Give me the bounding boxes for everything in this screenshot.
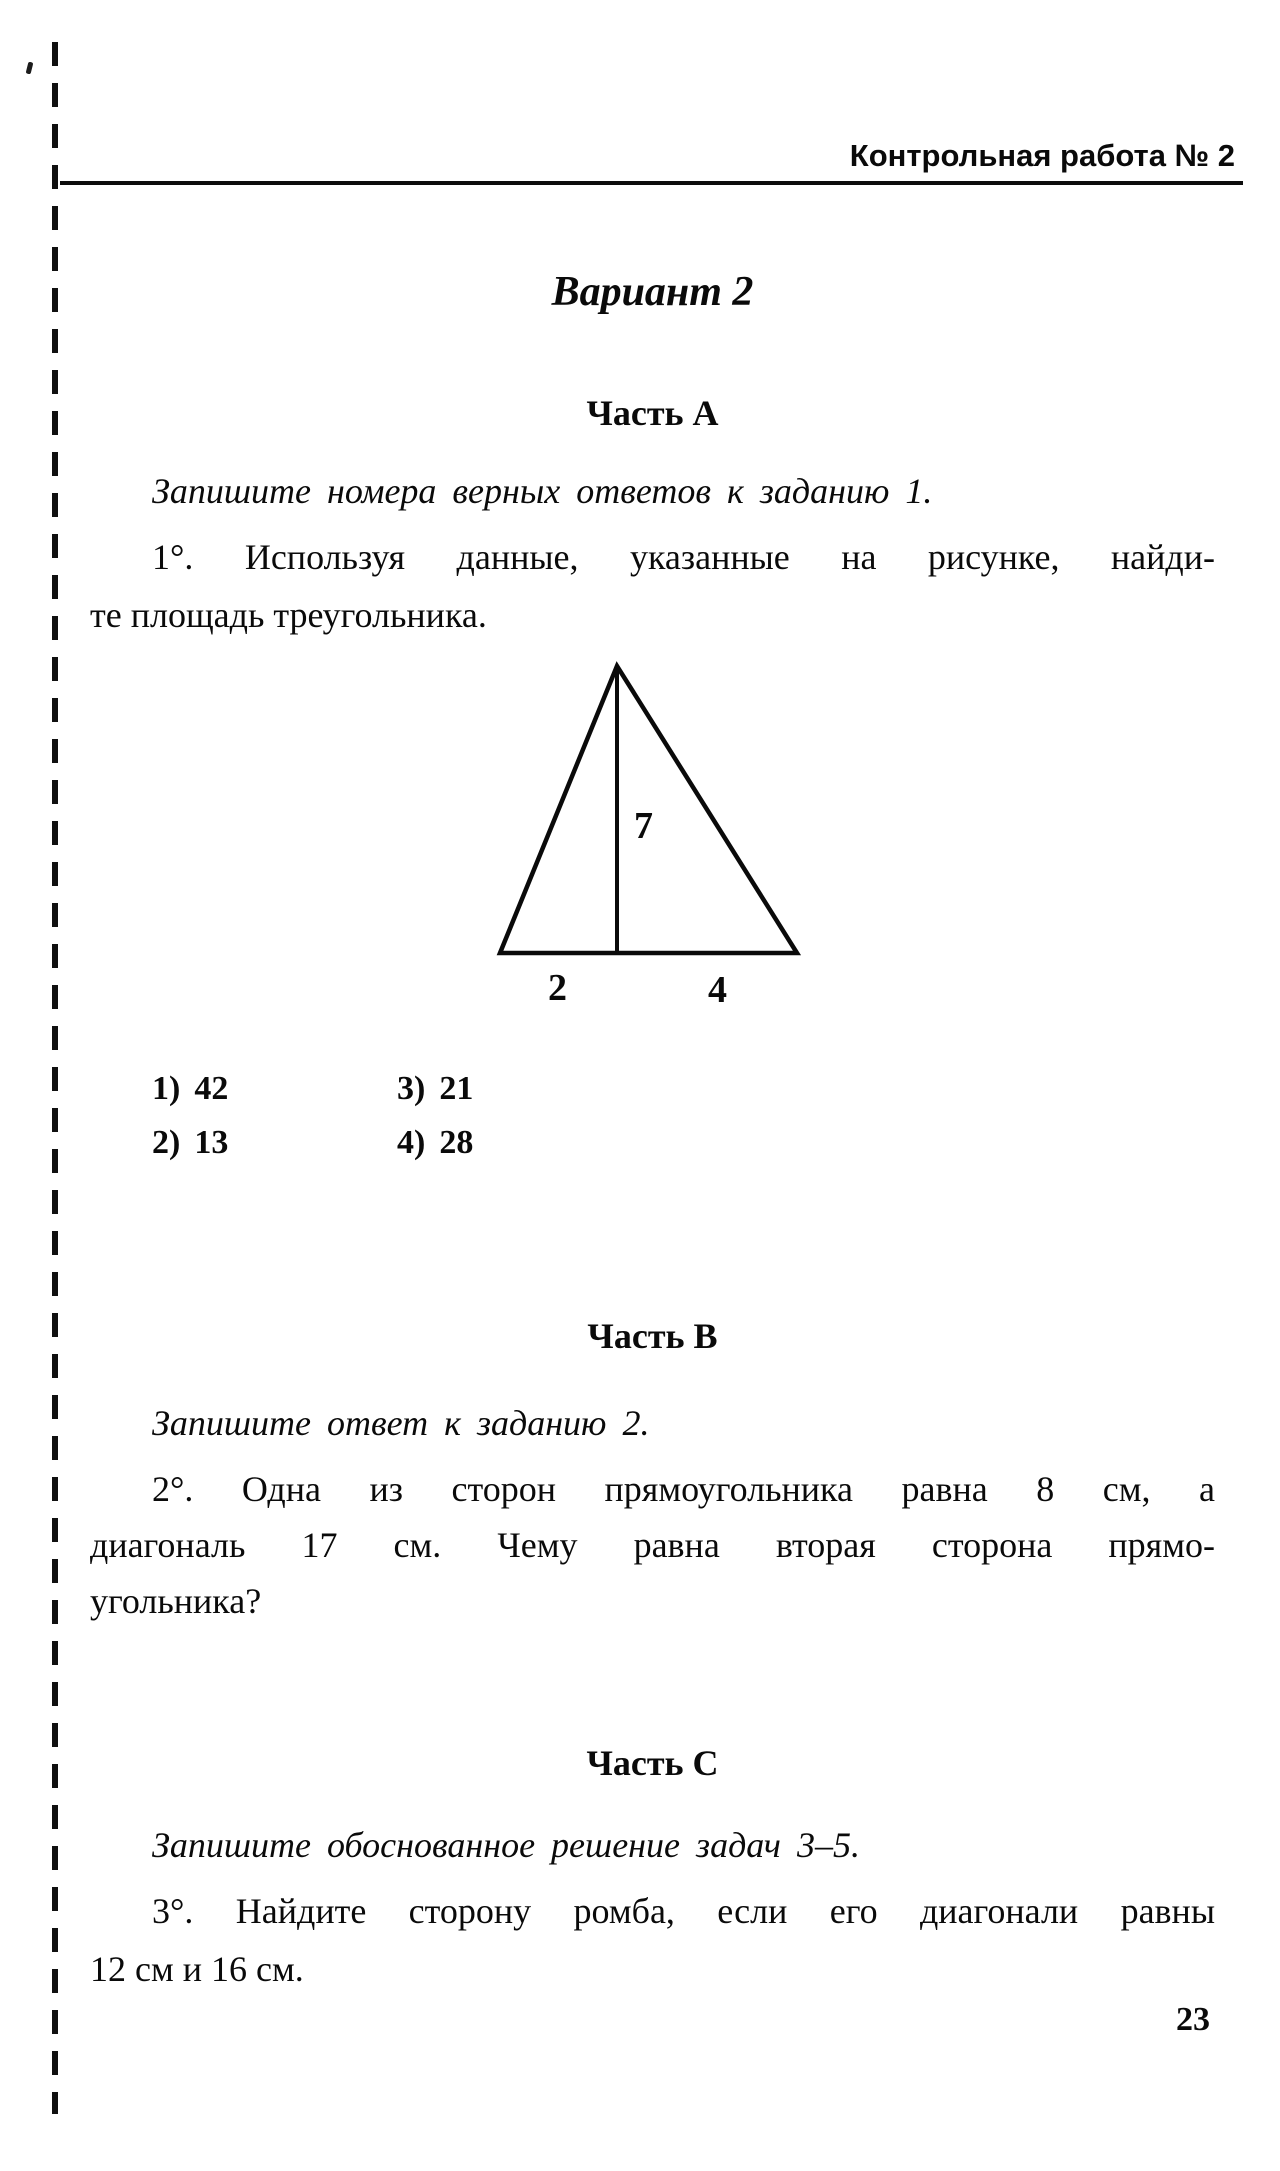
running-header-title: Контрольная работа № 2 — [849, 138, 1235, 173]
option-value: 42 — [194, 1070, 229, 1107]
answer-option-3 — [397, 1072, 473, 1106]
part-c-instruction: Запишите обоснованное решение задач 3–5. — [152, 1825, 860, 1865]
problem-2-line-3: угольника? — [90, 1581, 262, 1621]
problem-3-line-1: 3°. Найдите сторону ромба, если его диагонали равны — [152, 1891, 1215, 1931]
header-rule — [60, 181, 1243, 185]
part-a-title: Часть А — [586, 393, 719, 433]
page-binding-dashed-line — [52, 42, 58, 2114]
triangle-figure — [440, 652, 860, 1008]
problem-2-line-1: 2°. Одна из сторон прямоугольника равна 8 см, а — [152, 1469, 1215, 1509]
answer-option-1 — [152, 1072, 228, 1106]
problem-3-line-2: 12 см и 16 см. — [90, 1949, 304, 1989]
option-value: 28 — [439, 1124, 474, 1161]
problem-2-line-2: диагональ 17 см. Чему равна вторая сторона прямо- — [90, 1525, 1215, 1565]
answer-option-2 — [152, 1126, 228, 1160]
variant-title: Вариант 2 — [551, 269, 754, 315]
scan-artifact-mark — [26, 62, 34, 75]
option-number: 4) — [397, 1124, 426, 1161]
part-a-instruction: Запишите номера верных ответов к заданию 1. — [152, 471, 933, 511]
problem-1-line-1: 1°. Используя данные, указанные на рисунке, найди- — [152, 537, 1215, 577]
option-value: 21 — [439, 1070, 474, 1107]
option-value: 13 — [194, 1124, 229, 1161]
part-c-title: Часть С — [586, 1743, 719, 1783]
triangle-svg — [440, 652, 860, 1008]
problem-1-line-2: те площадь треугольника. — [90, 595, 487, 635]
answer-option-4 — [397, 1126, 473, 1160]
page-number: 23 — [1176, 2001, 1210, 2038]
part-b-title: Часть В — [587, 1316, 718, 1356]
option-number: 2) — [152, 1124, 181, 1161]
base-right-length-label: 4 — [708, 969, 727, 1008]
option-number: 3) — [397, 1070, 426, 1107]
altitude-length-label: 7 — [634, 805, 653, 847]
part-b-instruction: Запишите ответ к заданию 2. — [152, 1403, 650, 1443]
option-number: 1) — [152, 1070, 181, 1107]
base-left-length-label: 2 — [548, 967, 567, 1008]
